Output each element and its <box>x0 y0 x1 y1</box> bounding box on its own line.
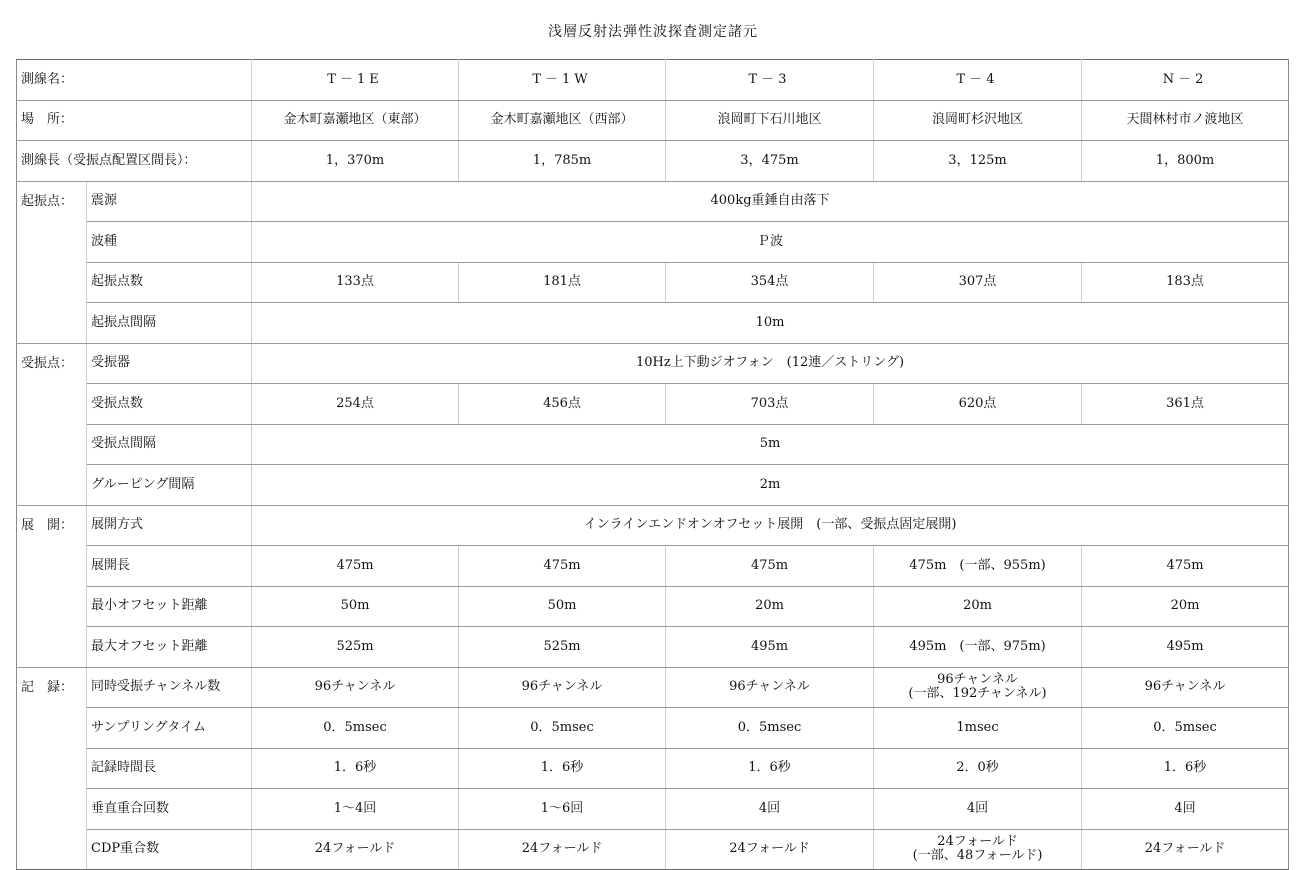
document-title: 浅層反射法弾性波探査測定諸元 <box>548 24 758 40</box>
min-offset-value: 20m <box>666 586 874 627</box>
max-offset-row <box>17 627 1289 668</box>
channels-value: 96チャンネル <box>252 667 459 708</box>
cdp-fold-note: (一部、48フォールド) <box>912 848 1043 864</box>
source-interval-value: 10m <box>252 303 1289 344</box>
spread-length-value: 475m <box>252 546 459 587</box>
spread-method-label: 展開方式 <box>87 505 252 546</box>
wave-type-row <box>17 222 1289 263</box>
channels-value-t4 <box>874 667 1082 708</box>
source-section-label: 起振点： <box>17 181 87 222</box>
grouping-row <box>17 465 1289 506</box>
min-offset-value: 50m <box>459 586 666 627</box>
channels-value: 96チャンネル <box>666 667 874 708</box>
source-count-value: 354点 <box>666 262 874 303</box>
spread-length-label: 展開長 <box>87 546 252 587</box>
vertical-stack-value: 4回 <box>1082 789 1289 830</box>
rec-length-label: 記録時間長 <box>87 748 252 789</box>
spread-length-value: 475m <box>459 546 666 587</box>
cdp-fold-value: 24フォールド <box>252 829 459 870</box>
rec-length-row <box>17 748 1289 789</box>
wave-type-label: 波種 <box>87 222 252 263</box>
location-value: 金木町嘉瀬地区（東部） <box>252 100 459 141</box>
source-count-value: 181点 <box>459 262 666 303</box>
wave-type-value: Ｐ波 <box>252 222 1289 263</box>
grouping-value: 2m <box>252 465 1289 506</box>
spread-method-value: インラインエンドオンオフセット展開 (一部、受振点固定展開) <box>252 505 1289 546</box>
location-value: 金木町嘉瀬地区（西部） <box>459 100 666 141</box>
receiver-interval-value: 5m <box>252 424 1289 465</box>
receiver-section-label: 受振点： <box>17 343 87 384</box>
cdp-fold-label: CDP重合数 <box>87 829 252 870</box>
geophone-value: 10Hz上下動ジオフォン (12連／ストリング) <box>252 343 1289 384</box>
line-length-value: 1，370m <box>252 141 459 182</box>
source-interval-label: 起振点間隔 <box>87 303 252 344</box>
max-offset-value: 495m <box>1082 627 1289 668</box>
line-length-row <box>17 141 1289 182</box>
vertical-stack-label: 垂直重合回数 <box>87 789 252 830</box>
channels-label: 同時受振チャンネル数 <box>87 667 252 708</box>
cdp-fold-value-t4 <box>874 829 1082 870</box>
header-row <box>17 60 1289 101</box>
vertical-stack-value: 1～6回 <box>459 789 666 830</box>
min-offset-value: 50m <box>252 586 459 627</box>
receiver-count-value: 620点 <box>874 384 1082 425</box>
vertical-stack-value: 4回 <box>666 789 874 830</box>
rec-length-value: 1．6秒 <box>666 748 874 789</box>
max-offset-value: 525m <box>252 627 459 668</box>
sampling-value: 1msec <box>874 708 1082 749</box>
source-interval-row <box>17 303 1289 344</box>
max-offset-value: 495m <box>666 627 874 668</box>
rec-length-value: 1．6秒 <box>459 748 666 789</box>
rec-length-value: 1．6秒 <box>1082 748 1289 789</box>
spread-method-row <box>17 505 1289 546</box>
location-value: 浪岡町下石川地区 <box>666 100 874 141</box>
receiver-count-label: 受振点数 <box>87 384 252 425</box>
max-offset-value: 495m (一部、975m) <box>874 627 1082 668</box>
sampling-value: 0．5msec <box>666 708 874 749</box>
line-name: T－4 <box>874 60 1082 101</box>
receiver-count-value: 254点 <box>252 384 459 425</box>
cdp-fold-row <box>17 829 1289 870</box>
sampling-value: 0．5msec <box>459 708 666 749</box>
max-offset-value: 525m <box>459 627 666 668</box>
receiver-count-value: 703点 <box>666 384 874 425</box>
channels-note: (一部、192チャンネル) <box>908 686 1047 702</box>
line-name: T－3 <box>666 60 874 101</box>
line-name: T－1E <box>252 60 459 101</box>
min-offset-value: 20m <box>874 586 1082 627</box>
receiver-count-row <box>17 384 1289 425</box>
location-label: 場 所： <box>17 100 252 141</box>
location-value: 天間林村市ノ渡地区 <box>1082 100 1289 141</box>
source-type-value: 400kg重錘自由落下 <box>252 181 1289 222</box>
receiver-interval-row <box>17 424 1289 465</box>
recording-section-label: 記 録： <box>17 667 87 708</box>
source-count-value: 307点 <box>874 262 1082 303</box>
vertical-stack-value: 4回 <box>874 789 1082 830</box>
sampling-label: サンプリングタイム <box>87 708 252 749</box>
location-value: 浪岡町杉沢地区 <box>874 100 1082 141</box>
channels-value: 96チャンネル <box>937 672 1018 688</box>
spread-length-value: 475m <box>1082 546 1289 587</box>
cdp-fold-value: 24フォールド <box>666 829 874 870</box>
min-offset-row <box>17 586 1289 627</box>
line-name: N－2 <box>1082 60 1289 101</box>
cdp-fold-value: 24フォールド <box>937 834 1018 850</box>
rec-length-value: 1．6秒 <box>252 748 459 789</box>
source-type-row <box>17 181 1289 222</box>
receiver-count-value: 361点 <box>1082 384 1289 425</box>
spread-length-value: 475m (一部、955m) <box>874 546 1082 587</box>
geophone-label: 受振器 <box>87 343 252 384</box>
line-length-value: 3，475m <box>666 141 874 182</box>
cdp-fold-value: 24フォールド <box>1082 829 1289 870</box>
line-length-value: 3，125m <box>874 141 1082 182</box>
spec-table <box>16 59 1289 870</box>
rec-length-value: 2．0秒 <box>874 748 1082 789</box>
min-offset-label: 最小オフセット距離 <box>87 586 252 627</box>
source-count-value: 183点 <box>1082 262 1289 303</box>
spread-section-label: 展 開： <box>17 505 87 546</box>
vertical-stack-row <box>17 789 1289 830</box>
channels-row <box>17 667 1289 708</box>
receiver-count-value: 456点 <box>459 384 666 425</box>
line-length-label: 測線長（受振点配置区間長）： <box>17 141 252 182</box>
source-count-value: 133点 <box>252 262 459 303</box>
line-name: T－1W <box>459 60 666 101</box>
sampling-value: 0．5msec <box>1082 708 1289 749</box>
channels-value: 96チャンネル <box>459 667 666 708</box>
cdp-fold-value: 24フォールド <box>459 829 666 870</box>
source-count-label: 起振点数 <box>87 262 252 303</box>
source-count-row <box>17 262 1289 303</box>
max-offset-label: 最大オフセット距離 <box>87 627 252 668</box>
grouping-label: グルーピング間隔 <box>87 465 252 506</box>
line-length-value: 1，785m <box>459 141 666 182</box>
line-length-value: 1，800m <box>1082 141 1289 182</box>
location-row <box>17 100 1289 141</box>
spread-length-value: 475m <box>666 546 874 587</box>
vertical-stack-value: 1～4回 <box>252 789 459 830</box>
receiver-interval-label: 受振点間隔 <box>87 424 252 465</box>
sampling-value: 0．5msec <box>252 708 459 749</box>
channels-value: 96チャンネル <box>1082 667 1289 708</box>
source-type-label: 震源 <box>87 181 252 222</box>
sampling-row <box>17 708 1289 749</box>
min-offset-value: 20m <box>1082 586 1289 627</box>
spread-length-row <box>17 546 1289 587</box>
geophone-row <box>17 343 1289 384</box>
header-label: 測線名： <box>17 60 252 101</box>
